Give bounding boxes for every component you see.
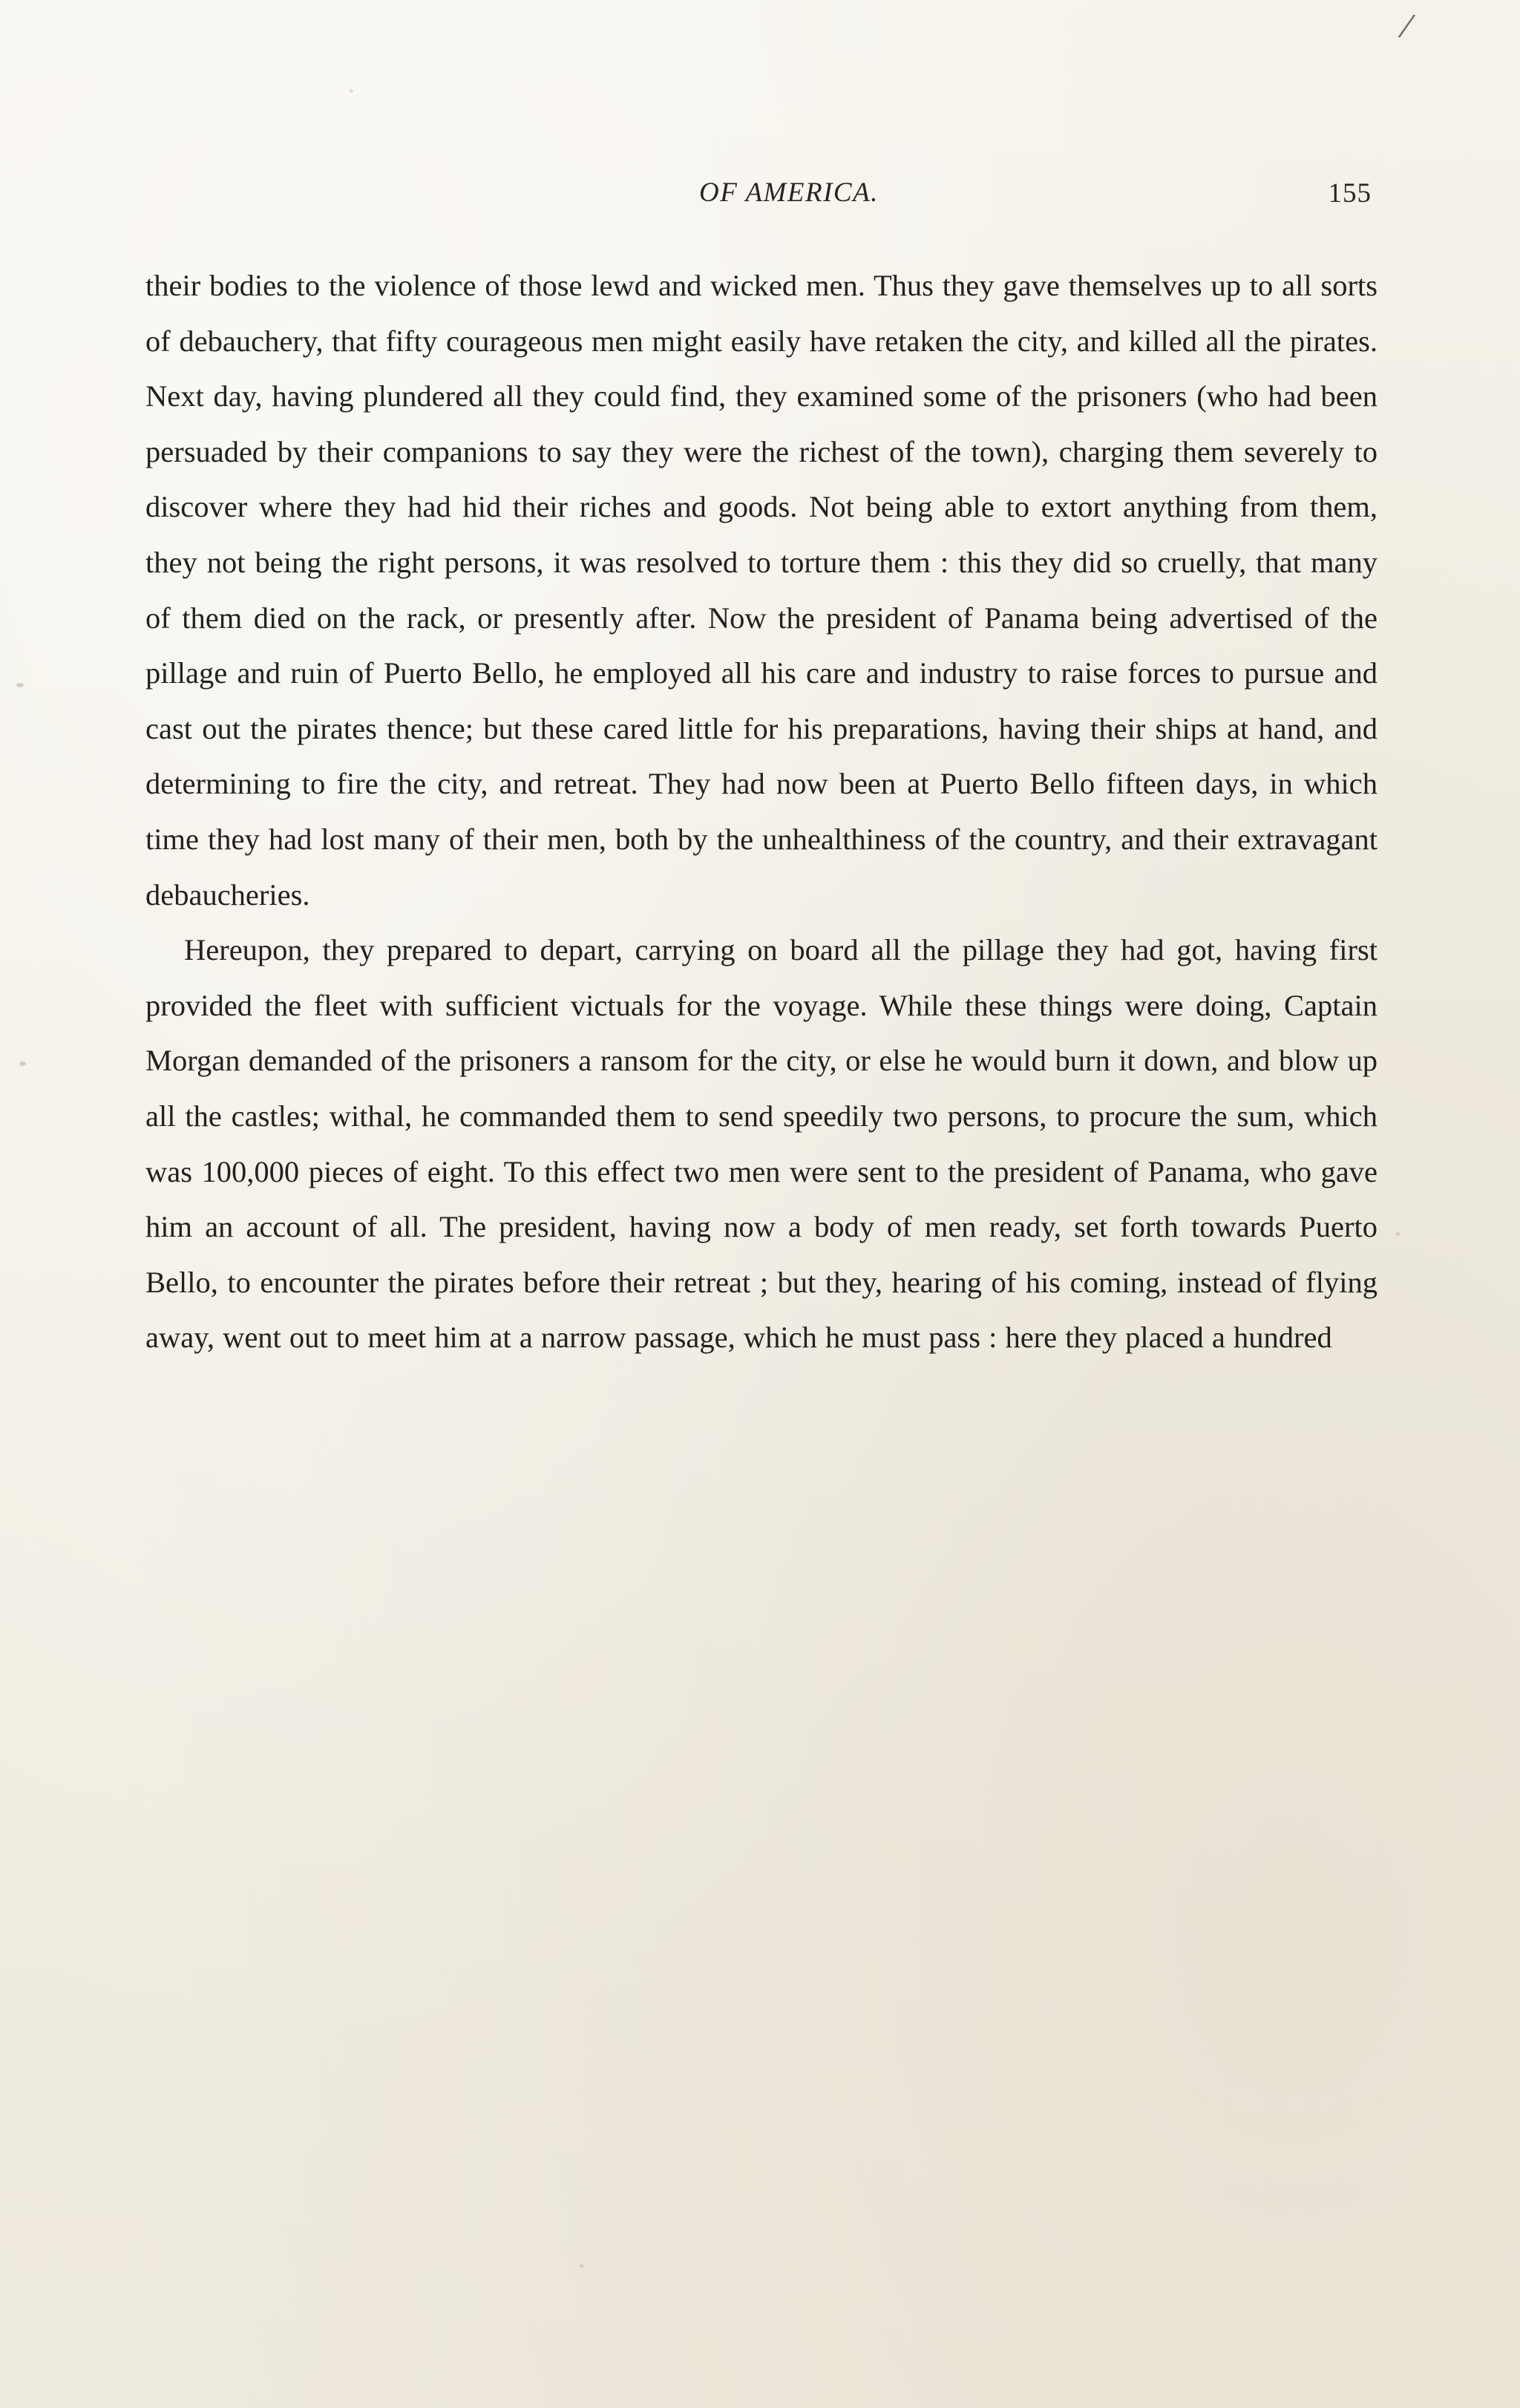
paper-speck xyxy=(16,683,24,687)
body-text-column xyxy=(145,258,1378,1366)
running-title: OF AMERICA. xyxy=(699,177,879,208)
paper-speck xyxy=(579,2264,584,2268)
paper-speck xyxy=(19,1061,26,1066)
paper-speck xyxy=(1395,1232,1401,1236)
paragraph: their bodies to the violence of those lewd and wicked men. Thus they gave themselves up to all sorts of debauchery, that fifty courageous men might easily have retaken the city, and killed all the pirates. Next day, having plundered all they could find, they examined some of the prisoners (who had been persuaded by their companions to say they were the richest of the town), charging them severely to discover where they had hid their riches and goods. Not being able to extort anything from them, they not being the right persons, it was resolved to torture them : this they did so cruelly, that many of them died on the rack, or presently after. Now the president of Panama being advertised of the pillage and ruin of Puerto Bello, he employed all his care and industry to raise forces to pursue and cast out the pirates thence; but these cared little for his preparations, having their ships at hand, and determining to fire the city, and retreat. They had now been at Puerto Bello fifteen days, in which time they had lost many of their men, both by the unhealthiness of the country, and their extravagant debaucheries. xyxy=(145,269,1378,912)
paper-speck xyxy=(349,89,353,93)
paragraph: Hereupon, they prepared to depart, carrying on board all the pillage they had got, having first provided the fleet with sufficient victuals for the voyage. While these things were doing, Captain Morgan demanded of the prisoners a ransom for the city, or else he would burn it down, and blow up all the castles; withal, he commanded them to send speedily two persons, to procure the sum, which was 100,000 pieces of eight. To this effect two men were sent to the president of Panama, who gave him an account of all. The president, having now a body of men ready, set forth towards Puerto Bello, to encounter the pirates before their retreat ; but they, hearing of his coming, instead of flying away, went out to meet him at a narrow passage, which he must pass : here they placed a hundred xyxy=(145,933,1378,1355)
page-header xyxy=(145,177,1375,212)
margin-pen-mark: / xyxy=(1395,4,1418,48)
page-number: 155 xyxy=(1328,178,1372,209)
